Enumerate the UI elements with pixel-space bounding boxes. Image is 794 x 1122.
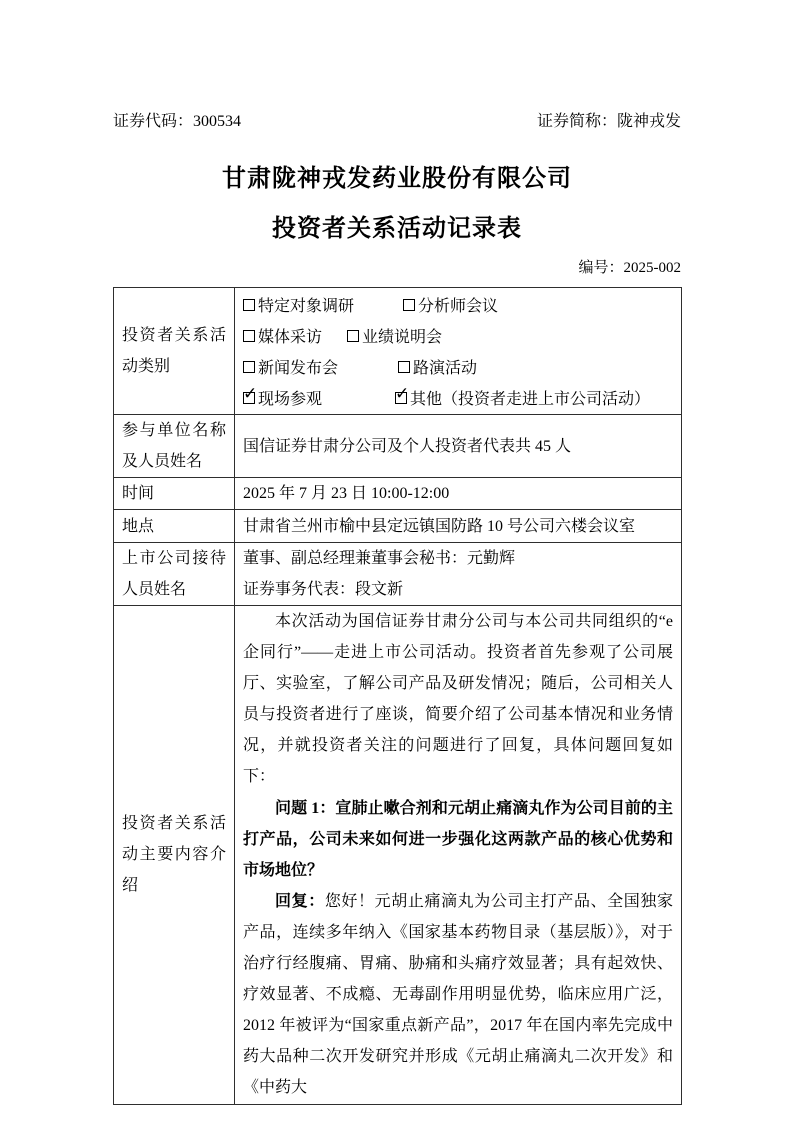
checkbox-line (243, 320, 673, 351)
checkbox-option (243, 383, 395, 409)
table-row-participants (114, 415, 682, 478)
document-body (113, 112, 681, 1105)
stock-code: 证券代码：300534 (113, 113, 242, 130)
check-mark-icon: ✓ (395, 383, 410, 404)
checkbox-icon (403, 299, 415, 311)
table-row-main-content (114, 606, 682, 1105)
checkbox-icon-checked (243, 383, 258, 404)
checkbox-line (243, 382, 673, 413)
checkbox-option (395, 383, 651, 409)
table-row-location (114, 510, 682, 543)
reception-person-2: 证券事务代表：段文新 (243, 581, 404, 598)
checkbox-label: 特定对象调研 (258, 298, 355, 315)
checkbox-icon (347, 330, 359, 342)
main-content-value (235, 606, 682, 1105)
checkbox-icon (243, 330, 255, 342)
checkbox-label: 现场参观 (258, 391, 323, 408)
checkbox-option (347, 324, 442, 347)
document-number: 编号：2025-002 (578, 260, 681, 276)
checkbox-label: 业绩说明会 (362, 329, 443, 346)
checkbox-option (243, 324, 347, 347)
reply-text: 您好！元胡止痛滴丸为公司主打产品、全国独家产品，连续多年纳入《国家基本药物目录（基层版）》，对于治疗行经腹痛、胃痛、胁痛和头痛疗效显著；具有起效快、疗效显著、不成瘾、无毒副作用明显优势，临床应用广泛，2012 年被评为“国家重点新产品”，2017 年在国内率先完成中药大品种二次开发研究并形成《元胡止痛滴丸二次开发》和《中药大 (243, 892, 673, 1097)
location-value: 甘肃省兰州市榆中县定远镇国防路 10 号公司六楼会议室 (235, 510, 682, 543)
checkbox-option (398, 355, 477, 378)
checkbox-icon (243, 361, 255, 373)
checkbox-label: 其他（投资者走进上市公司活动） (410, 391, 651, 408)
activity-type-options (235, 288, 682, 415)
checkbox-icon (398, 361, 410, 373)
check-mark-icon: ✓ (243, 383, 258, 404)
reception-label: 上市公司接待人员姓名 (114, 543, 235, 606)
reception-person-1: 董事、副总经理兼董事会秘书：元勤辉 (243, 550, 516, 567)
reply-label: 回复： (275, 892, 325, 910)
time-value: 2025 年 7 月 23 日 10:00-12:00 (235, 478, 682, 510)
participants-label: 参与单位名称及人员姓名 (114, 415, 235, 478)
checkbox-label: 新闻发布会 (258, 360, 339, 377)
activity-type-label: 投资者关系活动类别 (114, 288, 235, 415)
stock-name: 证券简称：陇神戎发 (536, 113, 681, 130)
checkbox-icon-checked (395, 383, 410, 404)
checkbox-line (243, 289, 673, 320)
checkbox-line (243, 351, 673, 382)
checkbox-option (403, 293, 498, 316)
checkbox-label: 路演活动 (413, 360, 478, 377)
reply-1-paragraph (243, 886, 673, 1104)
main-content-label: 投资者关系活动主要内容介绍 (114, 606, 235, 1105)
intro-paragraph: 本次活动为国信证券甘肃分公司与本公司共同组织的“e企同行”——走进上市公司活动。投资者首先参观了公司展厅、实验室，了解公司产品及研发情况；随后，公司相关人员与投资者进行了座谈，简要介绍了公司基本情况和业务情况，并就投资者关注的问题进行了回复，具体问题回复如下： (243, 613, 673, 786)
location-label: 地点 (114, 510, 235, 543)
participants-value: 国信证券甘肃分公司及个人投资者代表共 45 人 (235, 415, 682, 478)
checkbox-label: 媒体采访 (258, 329, 323, 346)
securities-header (113, 112, 681, 132)
table-row-reception (114, 543, 682, 606)
document-title: 投资者关系活动记录表 (272, 216, 522, 242)
question-1-paragraph: 问题 1：宣肺止嗽合剂和元胡止痛滴丸作为公司目前的主打产品，公司未来如何进一步强化这两款产品的核心优势和市场地位？ (243, 799, 673, 879)
time-label: 时间 (114, 478, 235, 510)
reception-value (235, 543, 682, 606)
table-row-activity-type (114, 288, 682, 415)
record-table (113, 287, 682, 1105)
checkbox-option (243, 355, 398, 378)
checkbox-label: 分析师会议 (418, 298, 499, 315)
checkbox-option (243, 293, 403, 316)
table-row-time (114, 478, 682, 510)
checkbox-icon (243, 299, 255, 311)
company-title: 甘肃陇神戎发药业股份有限公司 (222, 166, 572, 192)
